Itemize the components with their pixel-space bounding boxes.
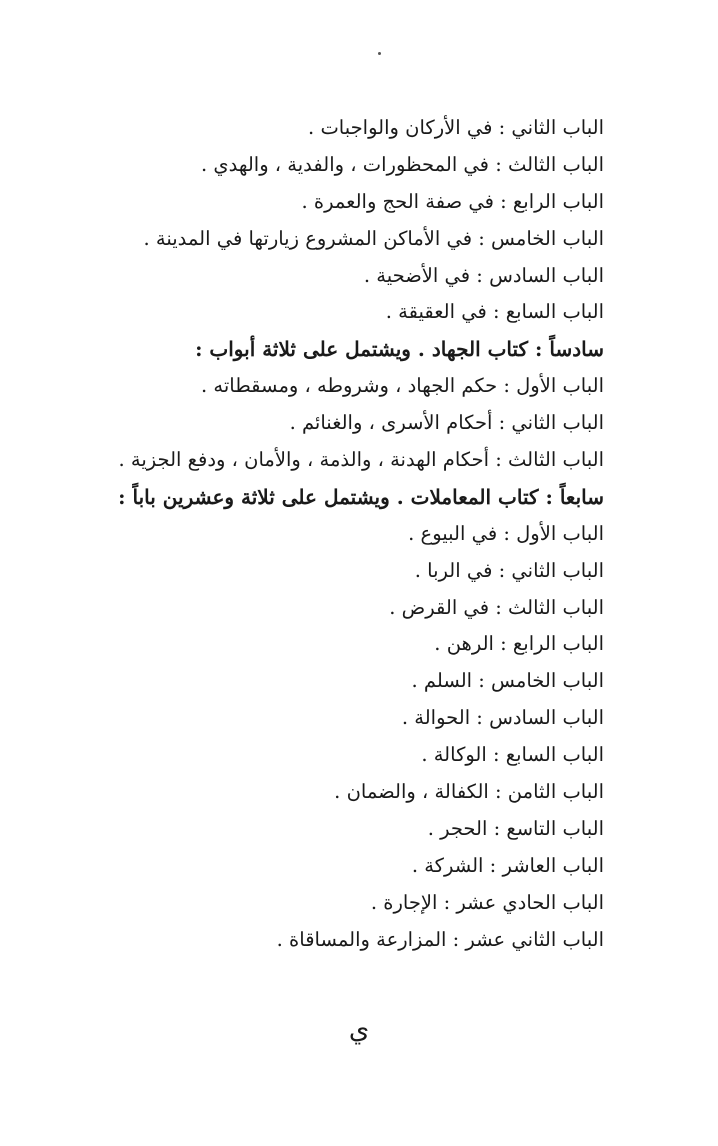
chapter-line: الباب السابع : الوكالة . — [421, 743, 604, 767]
chapter-line: الباب الثاني : في الربا . — [414, 558, 604, 582]
chapter-line: الباب الثاني عشر : المزارعة والمساقاة . — [276, 927, 604, 951]
chapter-line: الباب الأول : في البيوع . — [408, 521, 604, 545]
chapter-line: الباب الثالث : أحكام الهدنة ، والذمة ، والأمان ، ودفع الجزية . — [118, 448, 604, 472]
chapter-line: الباب الثالث : في المحظورات ، والفدية ، والهدي . — [200, 152, 604, 176]
chapter-line: الباب الخامس : السلم . — [411, 669, 604, 693]
chapter-line: الباب الأول : حكم الجهاد ، وشروطه ، ومسقطاته . — [200, 374, 604, 398]
page-number: ي — [348, 1015, 370, 1045]
contents-list — [60, 110, 604, 958]
chapter-line: الباب السادس : في الأضحية . — [363, 263, 604, 287]
chapter-line: الباب الثاني : في الأركان والواجبات . — [308, 116, 604, 139]
top-dot-mark — [378, 52, 381, 55]
chapter-line: الباب الرابع : الرهن . — [434, 632, 604, 656]
chapter-line: الباب السادس : الحوالة . — [401, 706, 604, 730]
chapter-line: الباب العاشر : الشركة . — [411, 853, 604, 877]
chapter-line: الباب الثالث : في القرض . — [389, 595, 604, 619]
section-heading: سادساً : كتاب الجهاد . ويشتمل على ثلاثة أبواب : — [195, 337, 604, 362]
chapter-line: الباب التاسع : الحجر . — [427, 816, 604, 840]
section-heading: سابعاً : كتاب المعاملات . ويشتمل على ثلاثة وعشرين باباً : — [118, 484, 604, 509]
chapter-line: الباب السابع : في العقيقة . — [385, 300, 604, 324]
chapter-line: الباب الثامن : الكفالة ، والضمان . — [334, 780, 604, 804]
chapter-line: الباب الثاني : أحكام الأسرى ، والغنائم . — [289, 411, 604, 435]
chapter-line: الباب الحادي عشر : الإجارة . — [370, 890, 604, 914]
chapter-line: الباب الخامس : في الأماكن المشروع زيارتها في المدينة . — [143, 226, 604, 250]
chapter-line: الباب الرابع : في صفة الحج والعمرة . — [301, 189, 604, 213]
